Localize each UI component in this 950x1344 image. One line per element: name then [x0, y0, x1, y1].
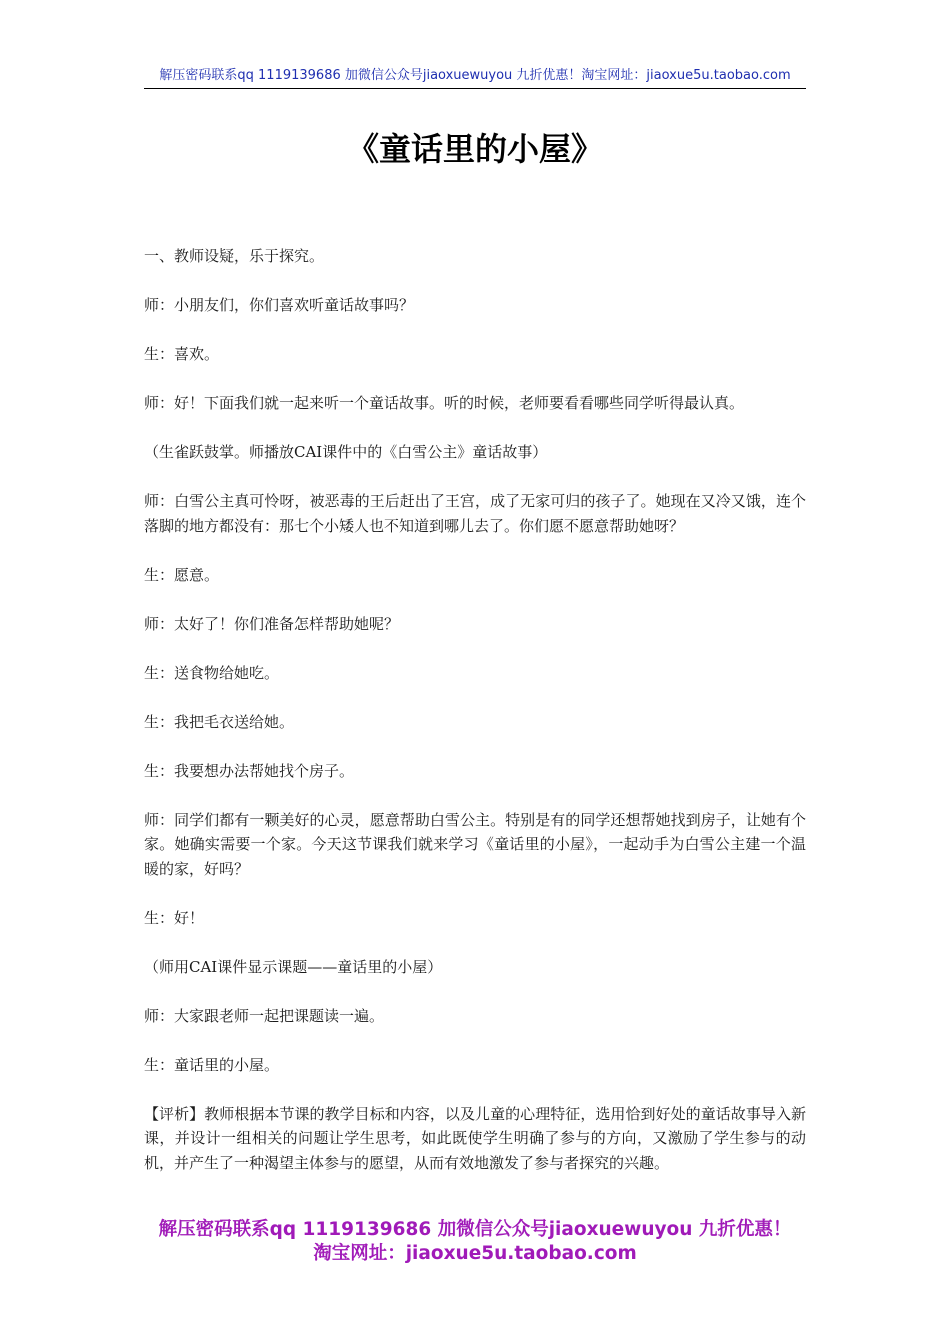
footer-line-1: 解压密码联系qq 1119139686 加微信公众号jiaoxuewuyou 九折优惠！ — [158, 1219, 792, 1240]
page-footer-banner — [0, 1218, 950, 1266]
paragraph: 师：好！下面我们就一起来听一个童话故事。听的时候，老师要看看哪些同学听得最认真。 — [144, 394, 745, 412]
footer-line-2: 淘宝网址：jiaoxue5u.taobao.com — [313, 1243, 637, 1264]
paragraph: 生：童话里的小屋。 — [144, 1055, 280, 1074]
paragraph: 师：太好了！你们准备怎样帮助她呢？ — [144, 614, 400, 633]
paragraph: 师：小朋友们，你们喜欢听童话故事吗？ — [144, 296, 415, 314]
paragraph: 生：愿意。 — [144, 565, 220, 584]
paragraph: 生：喜欢。 — [144, 345, 220, 363]
paragraph: 师：白雪公主真可怜呀，被恶毒的王后赶出了王宫，成了无家可归的孩子了。她现在又冷又饿，连个落脚的地方都没有：那七个小矮人也不知道到哪儿去了。你们愿不愿意帮助她呀？ — [144, 492, 806, 535]
paragraph-commentary: 【评析】教师根据本节课的教学目标和内容，以及儿童的心理特征，选用恰到好处的童话故事导入新课，并设计一组相关的问题让学生思考，如此既使学生明确了参与的方向，又激励了学生参与的动机，并产生了一种渴望主体参与的愿望，从而有效地激发了参与者探究的兴趣。 — [144, 1104, 806, 1172]
document-body — [144, 244, 806, 1200]
paragraph: 生：我要想办法帮她找个房子。 — [144, 761, 355, 780]
paragraph: （师用CAI课件显示课题——童话里的小屋） — [144, 957, 443, 976]
paragraph: 生：我把毛衣送给她。 — [144, 712, 295, 731]
paragraph: 生：好！ — [144, 908, 205, 927]
paragraph: 师：同学们都有一颗美好的心灵，愿意帮助白雪公主。特别是有的同学还想帮她找到房子，让她有个家。她确实需要一个家。今天这节课我们就来学习《童话里的小屋》，一起动手为白雪公主建一个温暖的家，好吗？ — [144, 810, 806, 878]
paragraph: 生：送食物给她吃。 — [144, 663, 280, 682]
paragraph: （生雀跃鼓掌。师播放CAI课件中的《白雪公主》童话故事） — [144, 443, 548, 461]
document-title: 《童话里的小屋》 — [346, 130, 603, 168]
paragraph: 一、教师设疑，乐于探究。 — [144, 247, 325, 265]
paragraph: 师：大家跟老师一起把课题读一遍。 — [144, 1006, 385, 1025]
page-header-banner: 解压密码联系qq 1119139686 加微信公众号jiaoxuewuyou 九折优惠！淘宝网址：jiaoxue5u.taobao.com — [144, 64, 806, 89]
